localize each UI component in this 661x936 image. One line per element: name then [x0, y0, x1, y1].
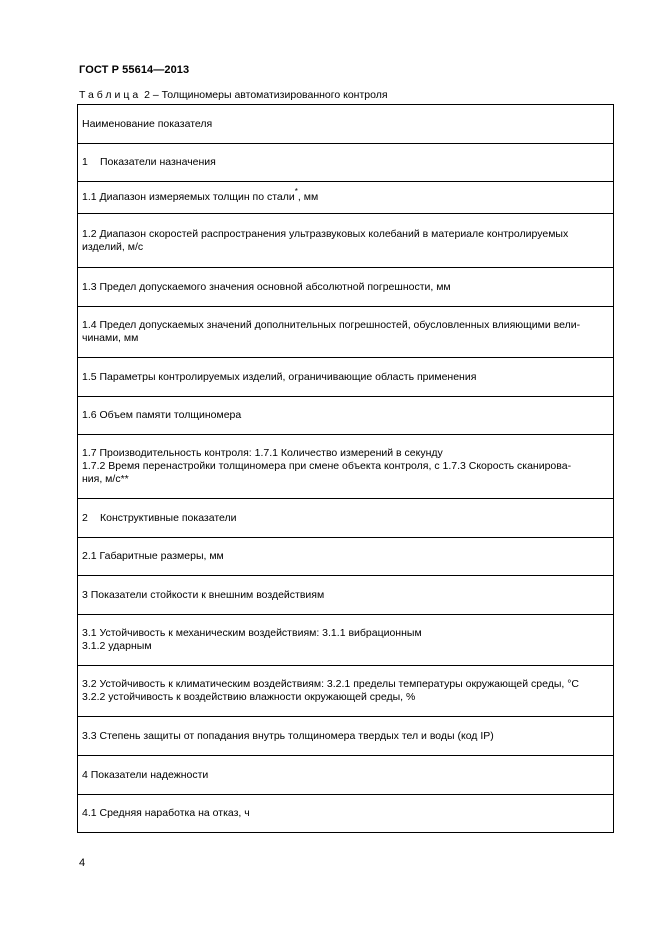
table-row	[78, 307, 614, 358]
table-row	[78, 538, 614, 576]
table-cell	[78, 214, 614, 268]
indicators-table	[77, 104, 614, 833]
table-cell: 4 Показатели надежности	[78, 756, 614, 795]
table-cell: Наименование показателя	[78, 105, 614, 144]
section-title: Конструктивные показатели	[100, 511, 237, 524]
row-line: 1.4 Предел допускаемых значений дополнительных погрешностей, обусловленных влияющими вели-	[82, 319, 581, 331]
table-cell: 2.1 Габаритные размеры, мм	[78, 538, 614, 576]
section-number: 1	[82, 156, 88, 168]
row-line: 1.2 Диапазон скоростей распространения ультразвуковых колебаний в материале контролируемых	[82, 227, 569, 240]
table-row	[78, 397, 614, 435]
table-row	[78, 214, 614, 268]
section-title: Показатели назначения	[100, 156, 216, 168]
table-cell: 1.5 Параметры контролируемых изделий, ограничивающие область применения	[78, 358, 614, 397]
row-text-tail: , мм	[297, 191, 319, 203]
table-caption	[79, 89, 388, 101]
table-row	[78, 717, 614, 756]
row-line: 1.7 Производительность контроля: 1.7.1 Количество измерений в секунду	[82, 447, 443, 459]
table-cell	[78, 615, 614, 666]
table-cell	[78, 435, 614, 499]
table-row	[78, 576, 614, 615]
table-cell: 1.6 Объем памяти толщиномера	[78, 397, 614, 435]
row-text: 1.1 Диапазон измеряемых толщин по стали	[82, 191, 295, 203]
table-cell: 3.3 Степень защиты от попадания внутрь толщиномера твердых тел и воды (код IP)	[78, 717, 614, 756]
row-line: ния, м/с**	[82, 473, 129, 485]
table-cell	[78, 182, 614, 214]
row-line: 1.7.2 Время перенастройки толщиномера при смене объекта контроля, с 1.7.3 Скорость сканирова-	[82, 460, 572, 472]
table-row	[78, 615, 614, 666]
section-number: 2	[82, 511, 88, 524]
table-cell	[78, 307, 614, 358]
table-cell	[78, 499, 614, 538]
table-row	[78, 105, 614, 144]
footnote-marker: *	[294, 187, 298, 196]
page-number: 4	[79, 857, 86, 869]
table-row	[78, 435, 614, 499]
table-row	[78, 144, 614, 182]
table-cell: 1.3 Предел допускаемого значения основной абсолютной погрешности, мм	[78, 268, 614, 307]
row-line: чинами, мм	[82, 332, 139, 344]
table-row	[78, 756, 614, 795]
row-line: 3.2.2 устойчивость к воздействию влажности окружающей среды, %	[82, 691, 416, 703]
row-line: 3.1 Устойчивость к механическим воздействиям: 3.1.1 вибрационным	[82, 627, 422, 639]
table-caption-number: 2	[144, 89, 150, 101]
table-row	[78, 666, 614, 717]
table-row	[78, 358, 614, 397]
table-cell: 3 Показатели стойкости к внешним воздействиям	[78, 576, 614, 615]
table-cell	[78, 666, 614, 717]
table-cell	[78, 144, 614, 182]
table-cell: 4.1 Средняя наработка на отказ, ч	[78, 795, 614, 833]
table-row	[78, 268, 614, 307]
document-header: ГОСТ Р 55614—2013	[79, 64, 190, 76]
table-caption-label: Таблица	[79, 89, 142, 101]
table-caption-title: – Толщиномеры автоматизированного контроля	[152, 89, 388, 101]
row-line: изделий, м/с	[82, 240, 144, 253]
row-line: 3.1.2 ударным	[82, 640, 152, 652]
table-row	[78, 182, 614, 214]
table-row	[78, 795, 614, 833]
table-row	[78, 499, 614, 538]
row-line: 3.2 Устойчивость к климатическим воздействиям: 3.2.1 пределы температуры окружающей среды, °С	[82, 678, 580, 690]
